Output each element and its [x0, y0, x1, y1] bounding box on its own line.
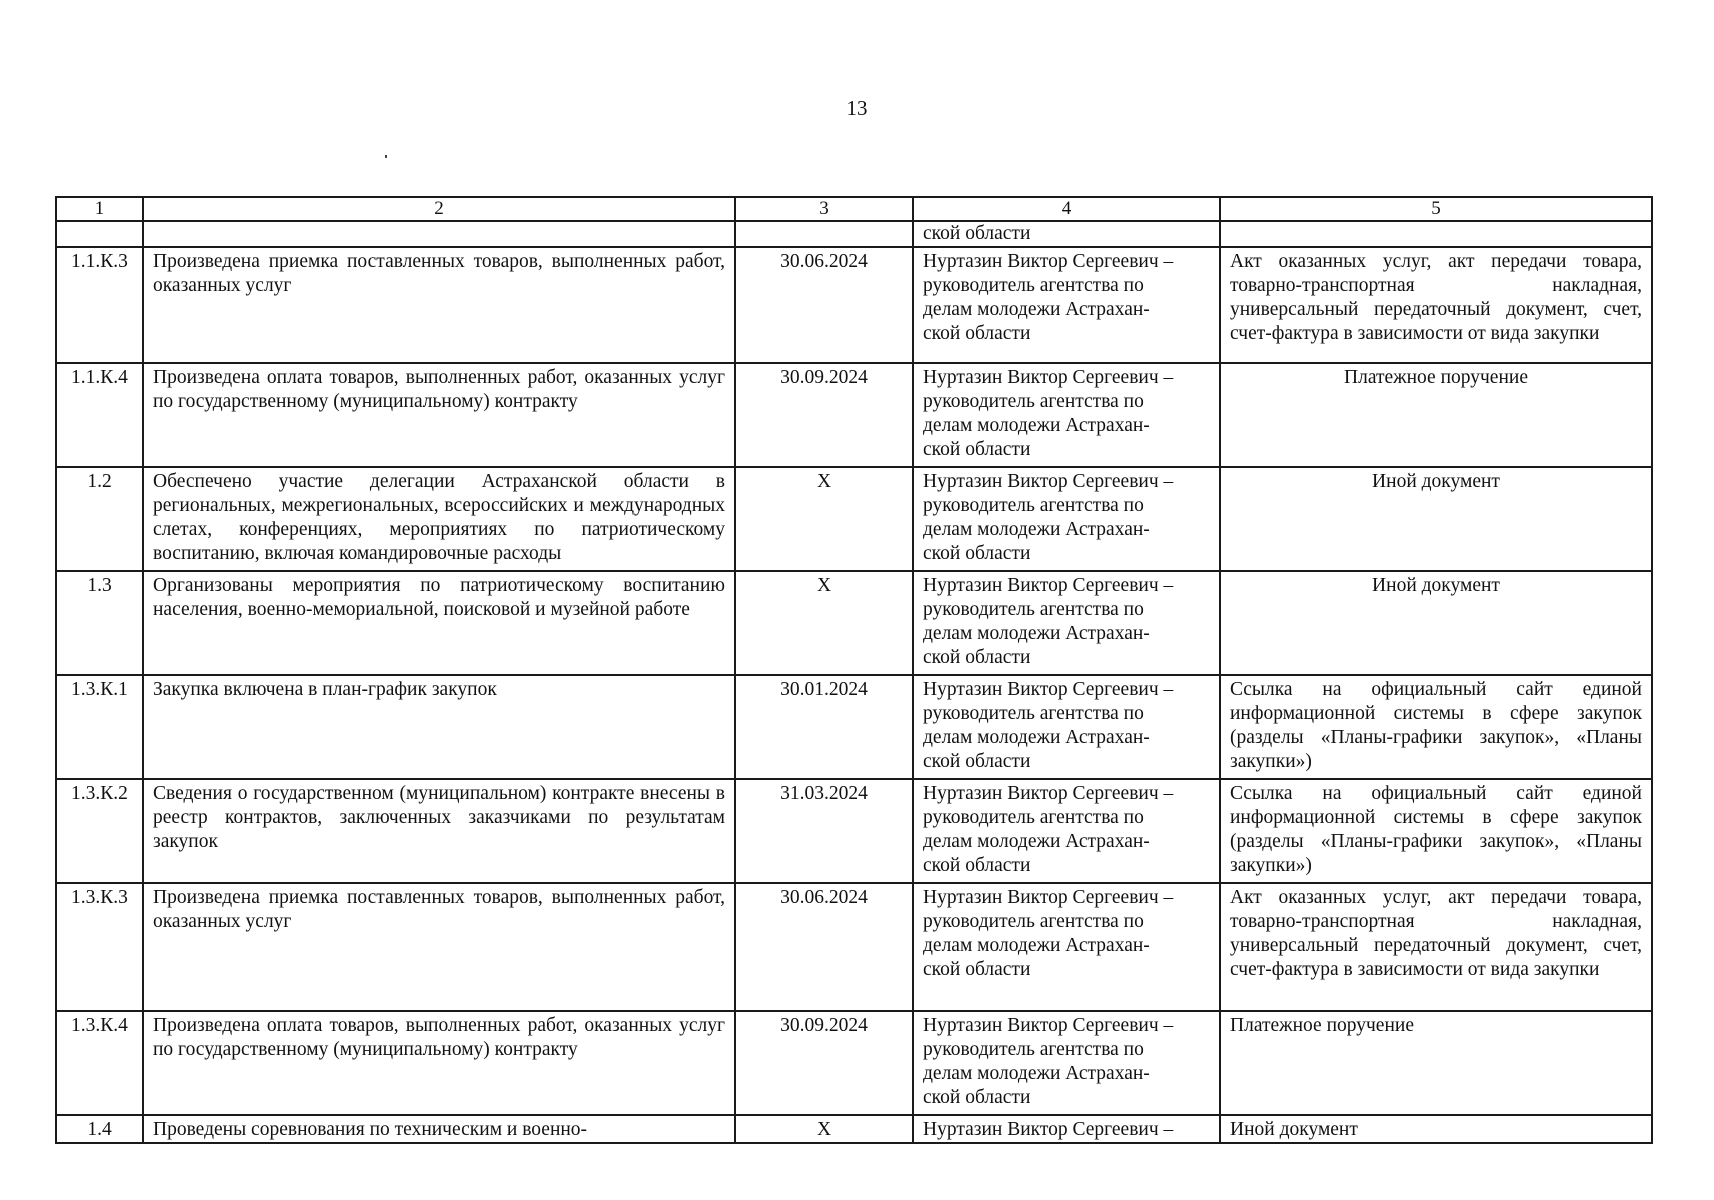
cell-date — [735, 1011, 913, 1115]
cell-number-text: 1.3.К.2 — [71, 783, 128, 804]
table-row — [56, 247, 1652, 363]
cell-number — [56, 675, 143, 779]
cell-document — [1220, 363, 1652, 467]
cell-date — [735, 779, 913, 883]
cell-document — [1220, 467, 1652, 571]
cell-date-text: 30.09.2024 — [780, 367, 868, 388]
cell-date — [735, 1115, 913, 1143]
cell-date-text: 30.09.2024 — [780, 1015, 868, 1036]
cell-responsible — [913, 883, 1220, 1011]
cell-document — [1220, 1011, 1652, 1115]
cell-document-text: Платежное поручение — [1230, 1015, 1414, 1036]
scan-speck — [385, 155, 387, 158]
cell-number-text: 1.3.К.3 — [71, 887, 128, 908]
cell-number — [56, 467, 143, 571]
page-number: 13 — [846, 96, 868, 120]
cell-responsible — [913, 1011, 1220, 1115]
cell-number-text: 1.1.К.4 — [71, 367, 128, 388]
cell-date-text: Х — [816, 1119, 832, 1140]
cell-event — [143, 221, 735, 247]
cell-date-text: 30.01.2024 — [780, 679, 868, 700]
cell-event-text: Произведена оплата товаров, выполненных работ, оказанных услуг по государственному (муниципальному) контракту — [153, 367, 725, 412]
table-body — [56, 221, 1652, 1143]
cell-responsible — [913, 221, 1220, 247]
cell-number-text: 1.2 — [87, 471, 112, 492]
cell-number-text: 1.1.К.3 — [71, 251, 128, 272]
cell-responsible-text: ской области — [923, 223, 1031, 244]
cell-document — [1220, 1115, 1652, 1143]
cell-document-text: Иной документ — [1230, 1119, 1358, 1140]
cell-event-text: Произведена оплата товаров, выполненных работ, оказанных услуг по государственному (муниципальному) контракту — [153, 1015, 725, 1060]
cell-date — [735, 247, 913, 363]
cell-document-text: Ссылка на официальный сайт единой информационной системы в сфере закупок (разделы «Планы-графики закупок», «Планы закупки») — [1230, 783, 1642, 876]
column-header-3: 3 — [735, 197, 913, 221]
cell-event — [143, 467, 735, 571]
cell-event — [143, 1115, 735, 1143]
cell-date — [735, 467, 913, 571]
cell-document-text: Платежное поручение — [1344, 367, 1528, 388]
table-row — [56, 221, 1652, 247]
cell-responsible-text: Нуртазин Виктор Сергеевич – руководитель агентства по делам молодежи Астрахан- ской области — [923, 887, 1174, 980]
cell-event-text: Произведена приемка поставленных товаров, выполненных работ, оказанных услуг — [153, 887, 725, 932]
cell-event-text: Закупка включена в план-график закупок — [153, 679, 497, 700]
cell-responsible — [913, 467, 1220, 571]
cell-document-text: Иной документ — [1372, 471, 1500, 492]
cell-responsible — [913, 1115, 1220, 1143]
cell-document — [1220, 571, 1652, 675]
cell-responsible-text: Нуртазин Виктор Сергеевич – руководитель агентства по делам молодежи Астрахан- ской области — [923, 679, 1174, 772]
cell-document — [1220, 247, 1652, 363]
cell-number — [56, 883, 143, 1011]
cell-number — [56, 571, 143, 675]
header-row — [56, 197, 1652, 221]
column-header-4: 4 — [913, 197, 1220, 221]
cell-date-text: 31.03.2024 — [780, 783, 868, 804]
cell-document-text: Ссылка на официальный сайт единой информационной системы в сфере закупок (разделы «Планы-графики закупок», «Планы закупки») — [1230, 679, 1642, 772]
table-row — [56, 883, 1652, 1011]
table-row — [56, 1115, 1652, 1143]
cell-date — [735, 675, 913, 779]
cell-document — [1220, 779, 1652, 883]
table-row — [56, 571, 1652, 675]
cell-event — [143, 883, 735, 1011]
cell-date — [735, 221, 913, 247]
cell-responsible — [913, 779, 1220, 883]
cell-number-text: 1.4 — [87, 1119, 112, 1140]
cell-number — [56, 221, 143, 247]
cell-responsible — [913, 675, 1220, 779]
cell-event-text: Обеспечено участие делегации Астраханской области в региональных, межрегиональных, всероссийских и международных слетах, конференциях, мероприятиях по патриотическому воспитанию, включая командировочные расходы — [153, 471, 725, 564]
cell-number — [56, 779, 143, 883]
cell-document — [1220, 221, 1652, 247]
cell-responsible — [913, 571, 1220, 675]
cell-responsible-text: Нуртазин Виктор Сергеевич – — [923, 1119, 1174, 1140]
cell-event — [143, 779, 735, 883]
cell-event — [143, 1011, 735, 1115]
cell-responsible-text: Нуртазин Виктор Сергеевич – руководитель агентства по делам молодежи Астрахан- ской области — [923, 367, 1174, 460]
column-header-1: 1 — [56, 197, 143, 221]
cell-number — [56, 1011, 143, 1115]
table-row — [56, 363, 1652, 467]
cell-document-text: Акт оказанных услуг, акт передачи товара, товарно-транспортная накладная, универсальный передаточный документ, счет, счет-фактура в зависимости от вида закупки — [1230, 887, 1642, 980]
table-row — [56, 675, 1652, 779]
cell-event-text: Сведения о государственном (муниципальном) контракте внесены в реестр контрактов, заключенных заказчиками по результатам закупок — [153, 783, 725, 852]
cell-responsible-text: Нуртазин Виктор Сергеевич – руководитель агентства по делам молодежи Астрахан- ской области — [923, 251, 1174, 344]
cell-date — [735, 571, 913, 675]
cell-document-text: Акт оказанных услуг, акт передачи товара, товарно-транспортная накладная, универсальный передаточный документ, счет, счет-фактура в зависимости от вида закупки — [1230, 251, 1642, 344]
cell-document — [1220, 883, 1652, 1011]
cell-number — [56, 1115, 143, 1143]
table-row — [56, 467, 1652, 571]
cell-date-text: 30.06.2024 — [780, 251, 868, 272]
column-header-2: 2 — [143, 197, 735, 221]
cell-responsible-text: Нуртазин Виктор Сергеевич – руководитель агентства по делам молодежи Астрахан- ской области — [923, 575, 1174, 668]
cell-event — [143, 571, 735, 675]
cell-date — [735, 363, 913, 467]
cell-responsible-text: Нуртазин Виктор Сергеевич – руководитель агентства по делам молодежи Астрахан- ской области — [923, 471, 1174, 564]
cell-responsible — [913, 247, 1220, 363]
cell-event-text: Произведена приемка поставленных товаров, выполненных работ, оказанных услуг — [153, 251, 725, 296]
cell-event — [143, 675, 735, 779]
column-header-5: 5 — [1220, 197, 1652, 221]
cell-document-text: Иной документ — [1372, 575, 1500, 596]
cell-event-text: Проведены соревнования по техническим и военно- — [153, 1119, 588, 1140]
cell-event-text: Организованы мероприятия по патриотическому воспитанию населения, военно-мемориальной, поисковой и музейной работе — [153, 575, 725, 620]
cell-number-text: 1.3.К.1 — [71, 679, 128, 700]
cell-responsible — [913, 363, 1220, 467]
cell-event — [143, 247, 735, 363]
cell-event — [143, 363, 735, 467]
cell-number — [56, 247, 143, 363]
table-row — [56, 1011, 1652, 1115]
cell-number-text: 1.3 — [87, 575, 112, 596]
cell-date-text: Х — [816, 575, 832, 596]
table-row — [56, 779, 1652, 883]
cell-date — [735, 883, 913, 1011]
cell-document — [1220, 675, 1652, 779]
cell-responsible-text: Нуртазин Виктор Сергеевич – руководитель агентства по делам молодежи Астрахан- ской области — [923, 1015, 1174, 1108]
cell-responsible-text: Нуртазин Виктор Сергеевич – руководитель агентства по делам молодежи Астрахан- ской области — [923, 783, 1174, 876]
cell-date-text: 30.06.2024 — [780, 887, 868, 908]
cell-number-text: 1.3.К.4 — [71, 1015, 128, 1036]
plan-table — [55, 196, 1653, 1144]
cell-number — [56, 363, 143, 467]
cell-date-text: Х — [816, 471, 832, 492]
